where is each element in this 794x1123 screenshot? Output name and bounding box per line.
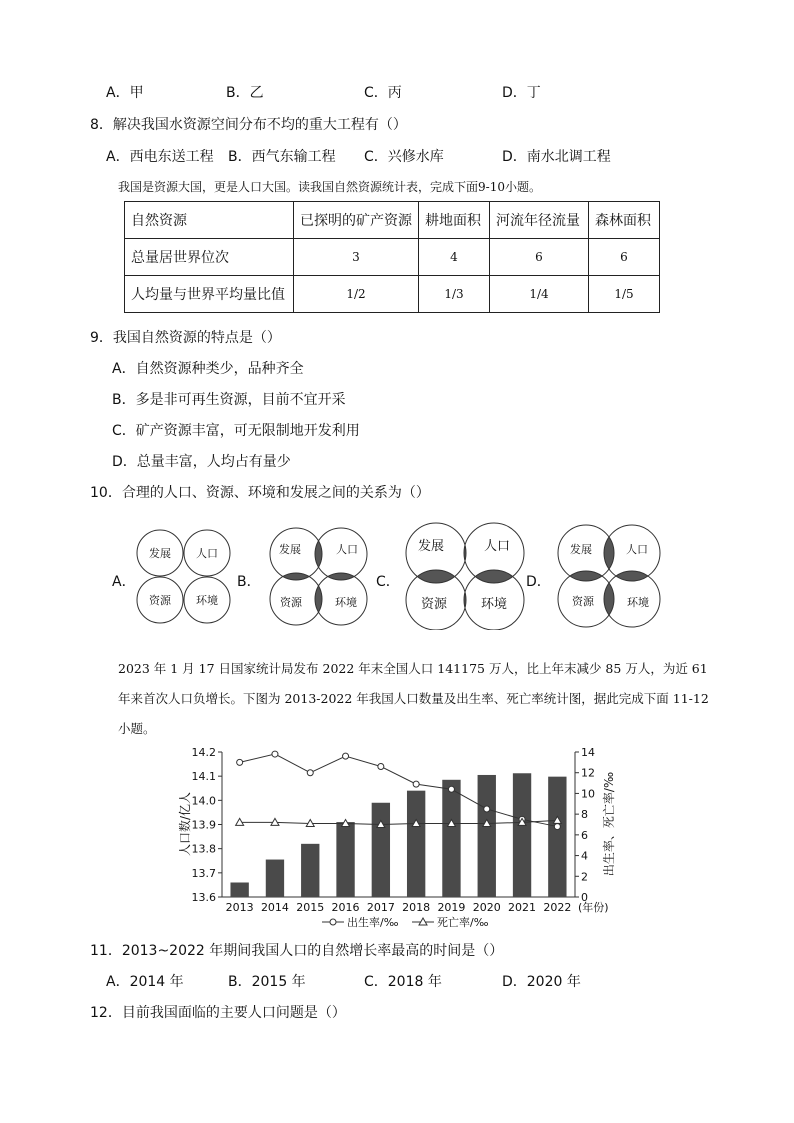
chart-legend [322,915,489,929]
venn-label: 发展 [417,539,445,554]
population-bar [230,883,248,898]
population-bar [548,777,566,897]
left-tick-label: 14.2 [191,746,216,759]
intro-11-12-line2: 年来首次人口负增长。下图为 2013-2022 年我国人口数量及出生率、死亡率统计图，据此完成下面 11-12 [118,691,709,706]
q11-stem: 11．2013~2022 年期间我国人口的自然增长率最高的时间是（） [90,943,504,959]
q10-letter-c: C． [376,574,400,590]
left-tick-label: 14.0 [191,794,216,808]
venn-label: 资源 [572,595,594,608]
birth-rate-point [343,753,349,759]
venn-label: 资源 [420,597,448,612]
birth-rate-point [448,786,454,792]
left-tick-label: 13.7 [191,866,216,880]
x-tick-label: 2017 [366,901,395,914]
right-tick-label: 2 [581,870,588,884]
table-cell: 1/5 [589,276,660,313]
birth-rate-point [237,759,243,765]
venn-label: 发展 [149,547,171,560]
table-cell: 总量居世界位次 [125,239,294,276]
q9-stem: 9．我国自然资源的特点是（） [90,330,281,346]
q11-option-b: B．2015 年 [228,974,306,990]
x-tick-label: 2013 [225,901,254,914]
table-cell: 1/2 [294,276,419,313]
population-bar [266,860,284,897]
x-tick-label: 2020 [472,901,501,914]
right-tick-label: 4 [581,849,588,863]
birth-rate-line [240,754,558,827]
birth-rate-point [484,806,490,812]
venn-label: 环境 [480,597,508,612]
q7-option-c: C．丙 [364,85,402,101]
death-rate-line [240,820,558,824]
q8-option-b: B．西气东输工程 [228,149,336,165]
venn-label: 资源 [280,596,302,609]
chart-x-unit: (年份) [578,901,609,914]
intro-11-12-line1: 2023 年 1 月 17 日国家统计局发布 2022 年末全国人口 141175 万人，比上年末减少 85 万人，为近 61 [118,661,708,676]
population-bar [301,844,319,897]
q10-stem: 10．合理的人口、资源、环境和发展之间的关系为（） [90,485,430,501]
venn-label: 发展 [279,543,301,556]
venn-label: 人口 [336,543,358,556]
q9-option-b: B．多是非可再生资源，目前不宜开采 [112,392,346,408]
intro-9-10: 我国是资源大国，更是人口大国。读我国自然资源统计表，完成下面9-10小题。 [118,180,541,194]
venn-label: 环境 [196,594,218,607]
q11-option-d: D．2020 年 [502,974,581,990]
left-tick-label: 13.6 [191,891,216,904]
table-header-cell: 已探明的矿产资源 [294,202,419,239]
legend-birth-label: 出生率/‰ [347,916,399,929]
birth-rate-point [378,764,384,770]
population-bar [407,791,425,897]
q7-option-d: D．丁 [502,85,541,101]
venn-label: 环境 [627,596,649,609]
population-bar [372,803,390,897]
x-tick-label: 2018 [402,901,431,914]
population-bar [336,822,354,897]
q9-option-c: C．矿产资源丰富，可无限制地开发利用 [112,423,360,439]
x-tick-label: 2019 [437,901,466,914]
venn-label: 发展 [570,543,592,556]
birth-rate-point [554,824,560,830]
x-tick-label: 2022 [543,901,572,914]
table-cell: 3 [294,239,419,276]
table-header-cell: 耕地面积 [419,202,490,239]
population-bar [442,780,460,897]
table-header-cell: 河流年径流量 [490,202,589,239]
chart-right-axis-label: 出生率、死亡率/‰ [602,771,616,877]
right-tick-label: 14 [581,746,595,759]
x-tick-label: 2016 [331,901,360,914]
q9-option-a: A．自然资源种类少，品种齐全 [112,361,304,377]
q10-letter-b: B． [237,574,261,590]
venn-label: 人口 [626,543,648,556]
birth-rate-point [307,770,313,776]
right-tick-label: 10 [581,787,595,801]
birth-rate-point [413,781,419,787]
q8-option-c: C．兴修水库 [364,149,444,165]
right-tick-label: 6 [581,828,588,842]
q9-option-d: D．总量丰富，人均占有量少 [112,454,291,470]
table-cell: 4 [419,239,490,276]
q10-letter-a: A． [112,574,136,590]
q8-option-d: D．南水北调工程 [502,149,611,165]
x-tick-label: 2014 [260,901,289,914]
right-tick-label: 8 [581,808,588,822]
q10-letter-d: D． [526,574,551,590]
q8-option-a: A．西电东送工程 [106,149,214,165]
x-tick-label: 2015 [296,901,325,914]
q11-option-c: C．2018 年 [364,974,442,990]
left-tick-label: 13.8 [191,842,216,856]
q11-option-a: A．2014 年 [106,974,184,990]
table-cell: 人均量与世界平均量比值 [125,276,294,313]
population-bar [513,773,531,897]
table-cell: 1/4 [490,276,589,313]
chart-left-axis-label: 人口数/亿人 [178,791,192,857]
q8-stem: 8．解决我国水资源空间分布不均的重大工程有（） [90,117,407,133]
left-tick-label: 14.1 [191,770,216,784]
intro-11-12-line3: 小题。 [118,721,156,736]
q7-option-b: B．乙 [226,85,264,101]
table-cell: 6 [589,239,660,276]
table-header-cell: 森林面积 [589,202,660,239]
venn-label: 人口 [196,547,218,560]
table-header-cell: 自然资源 [125,202,294,239]
legend-death-label: 死亡率/‰ [437,916,489,929]
venn-label: 资源 [149,594,171,607]
q7-option-a: A．甲 [106,85,144,101]
right-tick-label: 0 [581,891,588,904]
venn-label: 人口 [483,539,511,554]
left-tick-label: 13.9 [191,818,216,832]
x-tick-label: 2021 [508,901,537,914]
venn-label: 环境 [335,596,357,609]
table-cell: 6 [490,239,589,276]
population-bar [478,775,496,897]
table-cell: 1/3 [419,276,490,313]
legend-birth-marker [330,919,336,925]
right-tick-label: 12 [581,766,595,780]
q12-stem: 12．目前我国面临的主要人口问题是（） [90,1005,346,1021]
birth-rate-point [272,751,278,757]
